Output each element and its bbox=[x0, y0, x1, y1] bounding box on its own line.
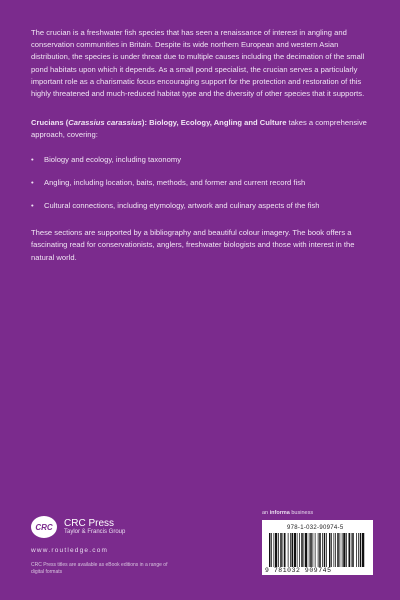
barcode-digits: 9 781032 909745 bbox=[265, 567, 332, 574]
list-item-text: Biology and ecology, including taxonomy bbox=[44, 154, 182, 164]
barcode-bar bbox=[297, 533, 298, 567]
list-item bbox=[31, 154, 374, 166]
description-paragraph-1: The crucian is a freshwater fish species that has seen a renaissance of interest in angling and conservation communities in Britain. Despite its wide northern European and western Asian distribution, the species is under threat due to multiple causes including the decimation of the small pond habitats upon which it depends. As a small pond specialist, the crucian serves a particularly important role as a charismatic focus encouraging support for the protection and restoration of this highly threatened and much-reduced habitat type and the diversity of other species that it supports. bbox=[31, 28, 365, 99]
book-title-prefix: Crucians ( bbox=[31, 118, 69, 128]
barcode-bar bbox=[360, 533, 362, 567]
barcode-bar bbox=[305, 533, 307, 567]
publisher-group: Taylor & Francis Group bbox=[64, 529, 126, 535]
barcode-bar bbox=[294, 533, 296, 567]
description bbox=[31, 27, 374, 281]
publisher-block bbox=[31, 516, 191, 575]
list-item-text: Angling, including location, baits, methods, and former and current record fish bbox=[44, 177, 306, 187]
barcode-bar bbox=[274, 533, 275, 567]
barcode-bar bbox=[313, 533, 314, 567]
topics-list bbox=[31, 154, 374, 213]
barcode-bar bbox=[299, 533, 300, 567]
bullet-icon: • bbox=[31, 201, 34, 211]
barcode-bar bbox=[326, 533, 327, 567]
barcode-bar bbox=[315, 533, 316, 567]
barcode-bar bbox=[318, 533, 319, 567]
barcode bbox=[262, 520, 373, 575]
barcode-bar bbox=[283, 533, 284, 567]
barcode-bar bbox=[340, 533, 341, 567]
barcode-bar bbox=[329, 533, 331, 567]
barcode-bar bbox=[301, 533, 303, 567]
barcode-bar bbox=[288, 533, 289, 567]
informa-brand: informa bbox=[269, 510, 290, 516]
bullet-icon: • bbox=[31, 154, 34, 164]
list-item bbox=[31, 177, 374, 189]
isbn-number: 978-1-032-90974-5 bbox=[287, 525, 344, 531]
barcode-bar bbox=[349, 533, 351, 567]
barcode-bar bbox=[351, 533, 352, 567]
crc-logo-icon: CRC bbox=[31, 516, 57, 538]
barcode-bar bbox=[335, 533, 336, 567]
informa-tagline bbox=[262, 510, 313, 516]
list-item-text: Cultural connections, including etymology, artwork and culinary aspects of the fish bbox=[44, 201, 320, 211]
barcode-bar bbox=[292, 533, 294, 567]
barcode-bar bbox=[324, 533, 326, 567]
barcode-bar bbox=[334, 533, 335, 567]
book-title-suffix: ): Biology, Ecology, Angling and Culture bbox=[141, 118, 287, 128]
barcode-bar bbox=[337, 533, 339, 567]
barcode-bar bbox=[346, 533, 347, 567]
book-title-species: Carassius carassius bbox=[68, 118, 142, 128]
barcode-bar bbox=[284, 533, 286, 567]
barcode-bar bbox=[331, 533, 332, 567]
barcode-bar bbox=[352, 533, 354, 567]
barcode-bar bbox=[290, 533, 291, 567]
barcode-bar bbox=[309, 533, 310, 567]
informa-prefix: an bbox=[262, 510, 270, 516]
barcode-bar bbox=[319, 533, 321, 567]
publisher-website: www.routledge.com bbox=[31, 547, 109, 554]
barcode-bar bbox=[342, 533, 343, 567]
informa-suffix: business bbox=[289, 510, 314, 516]
publisher-logo-row bbox=[31, 516, 191, 538]
barcode-bar bbox=[322, 533, 323, 567]
list-item bbox=[31, 200, 374, 212]
barcode-bars bbox=[268, 533, 367, 567]
barcode-bar bbox=[362, 533, 364, 567]
barcode-bar bbox=[358, 533, 359, 567]
book-intro-rest: takes a comprehensive approach, covering: bbox=[31, 118, 367, 140]
publisher-names bbox=[64, 518, 125, 536]
description-paragraph-2: These sections are supported by a bibliography and beautiful colour imagery. The book offers a fascinating read for conservationists, anglers, freshwater biologists and those with interest in the natural world. bbox=[31, 228, 355, 262]
publisher-name: CRC Press bbox=[64, 518, 115, 529]
barcode-bar bbox=[278, 533, 279, 567]
book-intro bbox=[31, 117, 374, 141]
barcode-bar bbox=[304, 533, 305, 567]
barcode-bar bbox=[275, 533, 277, 567]
barcode-bar bbox=[271, 533, 272, 567]
barcode-bar bbox=[343, 533, 345, 567]
barcode-bar bbox=[310, 533, 312, 567]
bullet-icon: • bbox=[31, 177, 34, 187]
barcode-bar bbox=[269, 533, 271, 567]
barcode-bar bbox=[356, 533, 357, 567]
barcode-bar bbox=[280, 533, 282, 567]
ebook-note: CRC Press titles are available as eBook editions in a range of digital formats bbox=[31, 562, 168, 575]
